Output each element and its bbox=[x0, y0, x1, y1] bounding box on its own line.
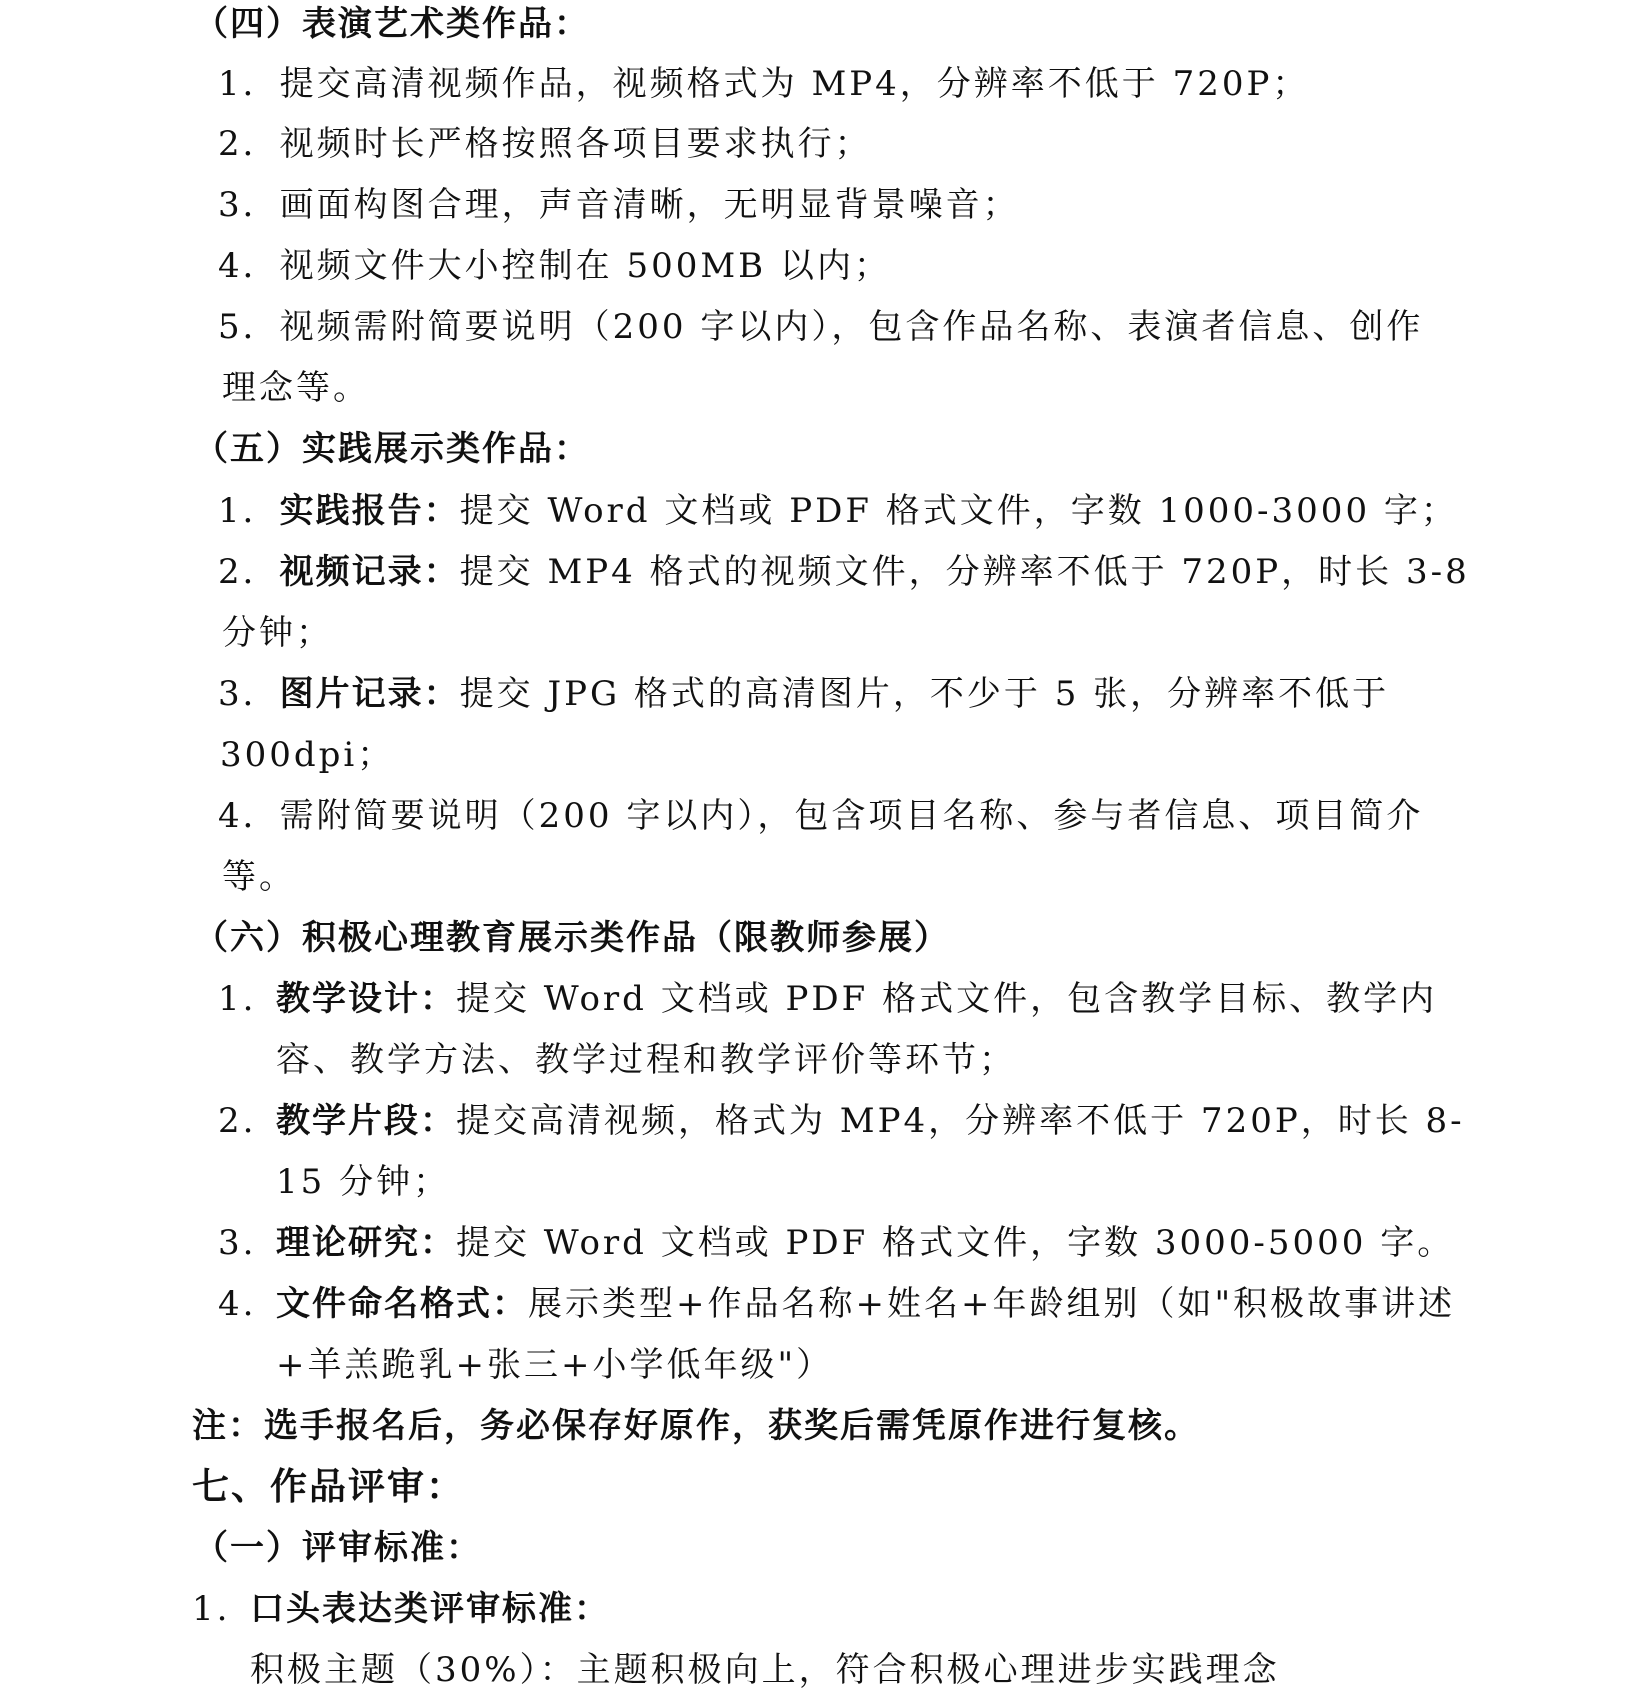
item-number: 1. bbox=[192, 1589, 231, 1629]
list-item: 4．需附简要说明（200 字以内），包含项目名称、参与者信息、项目简介 bbox=[218, 796, 1424, 836]
item-text: 提交高清视频，格式为 MP4，分辨率不低于 720P，时长 8- bbox=[456, 1101, 1465, 1141]
item-keyword: 图片记录： bbox=[279, 674, 460, 714]
item-text: 提交 Word 文档或 PDF 格式文件，字数 1000-3000 字； bbox=[459, 491, 1458, 531]
section-heading-performing-arts: （四）表演艺术类作品： bbox=[194, 4, 590, 44]
list-item: 1．提交高清视频作品，视频格式为 MP4，分辨率不低于 720P； bbox=[218, 64, 1310, 104]
item-keyword: 理论研究： bbox=[276, 1223, 456, 1263]
list-item-continuation: 等。 bbox=[222, 857, 296, 897]
list-item-continuation: 容、教学方法、教学过程和教学评价等环节； bbox=[276, 1040, 1016, 1080]
list-item bbox=[218, 1282, 1455, 1326]
subsection-heading-criteria: （一）评审标准： bbox=[194, 1528, 482, 1568]
item-text: 提交 Word 文档或 PDF 格式文件，包含教学目标、教学内 bbox=[456, 979, 1438, 1019]
list-item: 2．视频时长严格按照各项目要求执行； bbox=[218, 124, 872, 164]
section-heading-practice: （五）实践展示类作品： bbox=[194, 429, 590, 469]
item-text: 提交 JPG 格式的高清图片，不少于 5 张，分辨率不低于 bbox=[459, 674, 1390, 714]
item-keyword: 文件命名格式： bbox=[276, 1284, 528, 1324]
criteria-item bbox=[192, 1587, 610, 1631]
criteria-detail: 积极主题（30%）：主题积极向上，符合积极心理进步实践理念 bbox=[250, 1650, 1280, 1690]
list-item bbox=[218, 1221, 1454, 1265]
list-item bbox=[218, 977, 1437, 1021]
note-text: 注：选手报名后，务必保存好原作，获奖后需凭原作进行复核。 bbox=[192, 1406, 1200, 1446]
list-item: 3．画面构图合理，声音清晰，无明显背景噪音； bbox=[218, 185, 1020, 225]
list-item: 5．视频需附简要说明（200 字以内），包含作品名称、表演者信息、创作 bbox=[218, 307, 1424, 347]
list-item-continuation: 分钟； bbox=[222, 613, 333, 653]
section-heading-teacher-showcase: （六）积极心理教育展示类作品（限教师参展） bbox=[194, 918, 950, 958]
item-number: 2． bbox=[218, 552, 280, 592]
list-item-continuation: 理念等。 bbox=[222, 368, 370, 408]
item-number: 1． bbox=[218, 491, 280, 531]
item-keyword: 教学片段： bbox=[276, 1101, 456, 1141]
item-text: 提交 Word 文档或 PDF 格式文件，字数 3000-5000 字。 bbox=[456, 1223, 1455, 1263]
list-item-continuation: +羊羔跪乳+张三+小学低年级"） bbox=[276, 1345, 834, 1385]
list-item bbox=[218, 550, 1470, 594]
item-number: 1. bbox=[218, 979, 257, 1019]
item-keyword: 视频记录： bbox=[279, 552, 460, 592]
item-keyword: 实践报告： bbox=[279, 491, 460, 531]
item-number: 4. bbox=[218, 1284, 257, 1324]
item-text: 提交 MP4 格式的视频文件，分辨率不低于 720P，时长 3-8 bbox=[459, 552, 1470, 592]
list-item: 4．视频文件大小控制在 500MB 以内； bbox=[218, 246, 891, 286]
list-item bbox=[218, 489, 1458, 533]
item-keyword: 教学设计： bbox=[276, 979, 456, 1019]
list-item-continuation: 15 分钟； bbox=[276, 1162, 451, 1202]
item-text: 展示类型+作品名称+姓名+年龄组别（如"积极故事讲述 bbox=[528, 1284, 1456, 1324]
criteria-title: 口头表达类评审标准： bbox=[250, 1589, 610, 1629]
item-number: 3． bbox=[218, 674, 280, 714]
item-number: 3. bbox=[218, 1223, 257, 1263]
chapter-heading-evaluation: 七、作品评审： bbox=[192, 1465, 465, 1508]
list-item bbox=[218, 672, 1389, 716]
list-item-continuation: 300dpi； bbox=[220, 735, 395, 775]
item-number: 2. bbox=[218, 1101, 257, 1141]
list-item bbox=[218, 1099, 1465, 1143]
